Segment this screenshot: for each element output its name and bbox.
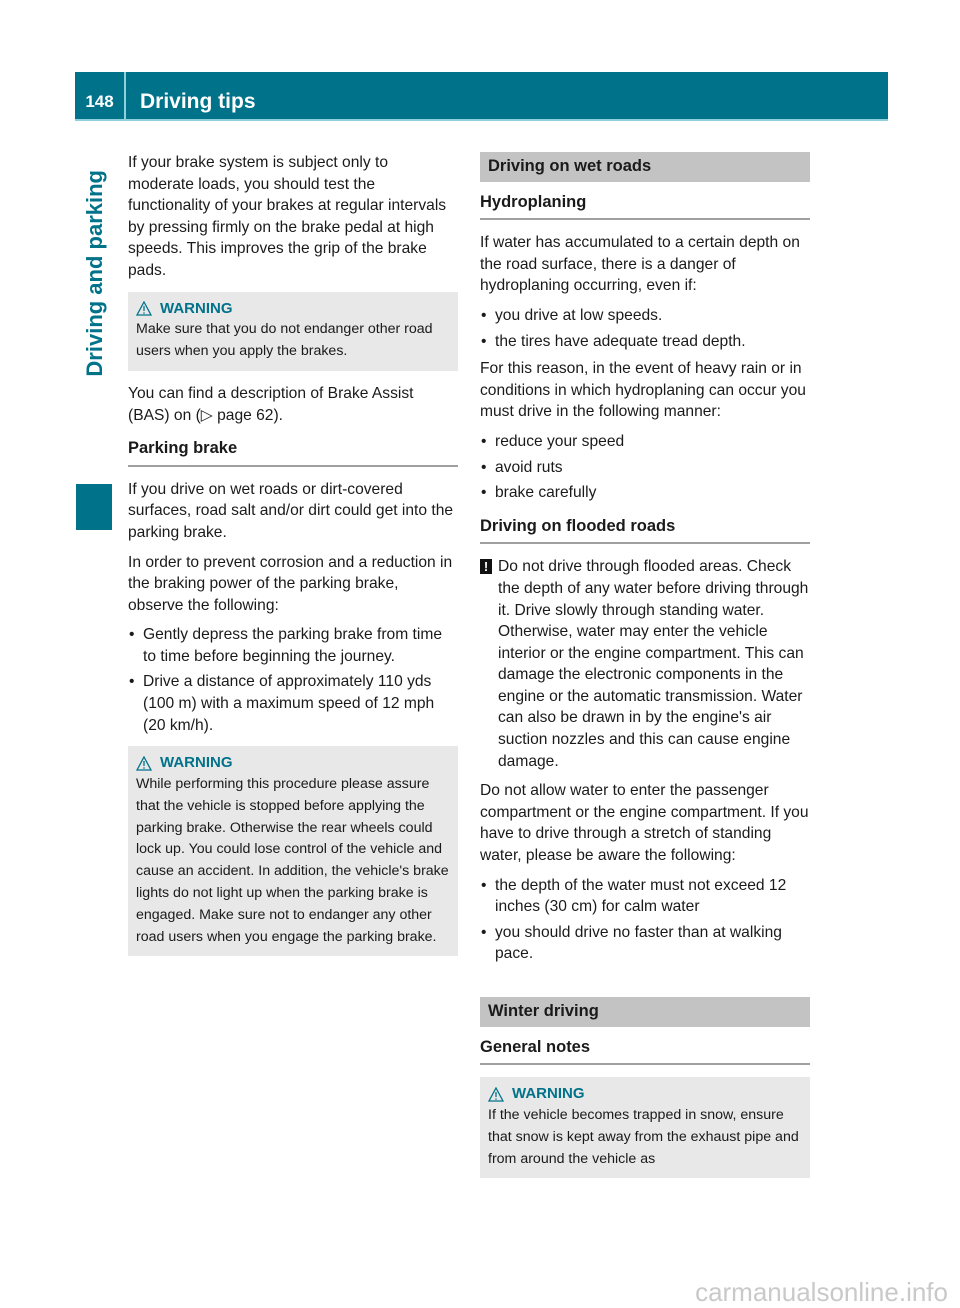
hydro-paragraph-1: If water has accumulated to a certain depth on the road surface, there is a danger of hydroplaning occurring, even if: xyxy=(480,234,800,295)
list-item: • you drive at low speeds. xyxy=(481,306,663,324)
warning-label: WARNING xyxy=(160,754,233,772)
warning-text: Make sure that you do not endanger other road users when you apply the brakes. xyxy=(136,321,433,360)
warning-label: WARNING xyxy=(512,1085,585,1103)
warning-box xyxy=(480,1077,810,1178)
warning-text: While performing this procedure please assure that the vehicle is stopped before applying the parking brake. Otherwise the rear wheels could lock up. You could lose control of the vehicle and cause an accident. In addition, the vehicle's brake lights do not light up when the parking brake is engaged. Make sure not to endanger any other road users when you engage the parking brake. xyxy=(136,776,449,945)
list-item: • the depth of the water must not exceed 12 inches (30 cm) for calm water xyxy=(481,876,787,916)
note-text: Do not drive through flooded areas. Check the depth of any water before driving through it. Drive slowly through standing water. Otherwise, water may enter the vehicle interior or the engine compartment. This can damage the electronic components in the engine or the automatic transmission. Water can also be drawn in by the engine's air suction nozzles and this can cause engine damage. xyxy=(498,558,809,770)
warning-triangle-icon xyxy=(488,1087,504,1102)
flooded-list xyxy=(480,875,810,965)
list-item: • Gently depress the parking brake from time to time before beginning the journey. xyxy=(129,626,443,665)
page-header xyxy=(75,72,888,121)
watermark: carmanualsonline.info xyxy=(695,1277,948,1307)
warning-box xyxy=(128,746,458,956)
exclamation-icon: ! xyxy=(480,559,492,574)
list-item: • Drive a distance of approximately 110 yds (100 m) with a maximum speed of 12 mph (20 km/h). xyxy=(129,673,435,734)
parking-list xyxy=(128,624,458,736)
intro-paragraph: If your brake system is subject only to moderate loads, you should test the functionality of your brakes at regular intervals by pressing firmly on the brake pedal at high speeds. This improves the grip of the brake pads. xyxy=(128,154,447,279)
parking-paragraph-1: If you drive on wet roads or dirt-covered surfaces, road salt and/or dirt could get into the parking brake. xyxy=(128,480,454,541)
general-notes-heading: General notes xyxy=(480,1037,810,1066)
section-heading-wet-roads: Driving on wet roads xyxy=(480,152,810,182)
bas-reference[interactable]: You can find a description of Brake Assist (BAS) on (▷ page 62). xyxy=(128,384,414,424)
page-number: 148 xyxy=(75,72,126,119)
caution-note xyxy=(480,556,810,772)
right-column xyxy=(480,152,810,1190)
chapter-label: Driving and parking xyxy=(82,170,107,377)
list-item: • the tires have adequate tread depth. xyxy=(481,332,746,350)
list-item: • reduce your speed xyxy=(481,432,625,450)
warning-triangle-icon xyxy=(136,301,152,316)
parking-paragraph-2: In order to prevent corrosion and a reduction in the braking power of the parking brake, observe the following: xyxy=(128,553,453,614)
left-column xyxy=(128,152,458,968)
warning-text: If the vehicle becomes trapped in snow, ensure that snow is kept away from the exhaust pipe and from around the vehicle as xyxy=(488,1106,799,1167)
hydroplaning-heading: Hydroplaning xyxy=(480,192,810,221)
chapter-marker xyxy=(76,484,112,530)
flooded-roads-heading: Driving on flooded roads xyxy=(480,516,810,545)
hydro-list-1 xyxy=(480,305,810,352)
chapter-sidebar xyxy=(78,170,112,470)
hydro-paragraph-2: For this reason, in the event of heavy rain or in conditions in which hydroplaning can occur you must drive in the following manner: xyxy=(480,360,806,421)
section-heading-winter: Winter driving xyxy=(480,997,810,1027)
flooded-paragraph: Do not allow water to enter the passenger compartment or the engine compartment. If you have to drive through a stretch of standing water, please be aware the following: xyxy=(480,782,809,865)
warning-box xyxy=(128,292,458,371)
list-item: • you should drive no faster than at walking pace. xyxy=(481,923,782,963)
page-title: Driving tips xyxy=(140,90,256,113)
parking-brake-heading: Parking brake xyxy=(128,438,458,467)
warning-triangle-icon xyxy=(136,756,152,771)
list-item: • brake carefully xyxy=(481,484,597,502)
warning-label: WARNING xyxy=(160,299,233,317)
hydro-list-2 xyxy=(480,431,810,504)
list-item: • avoid ruts xyxy=(481,458,563,476)
